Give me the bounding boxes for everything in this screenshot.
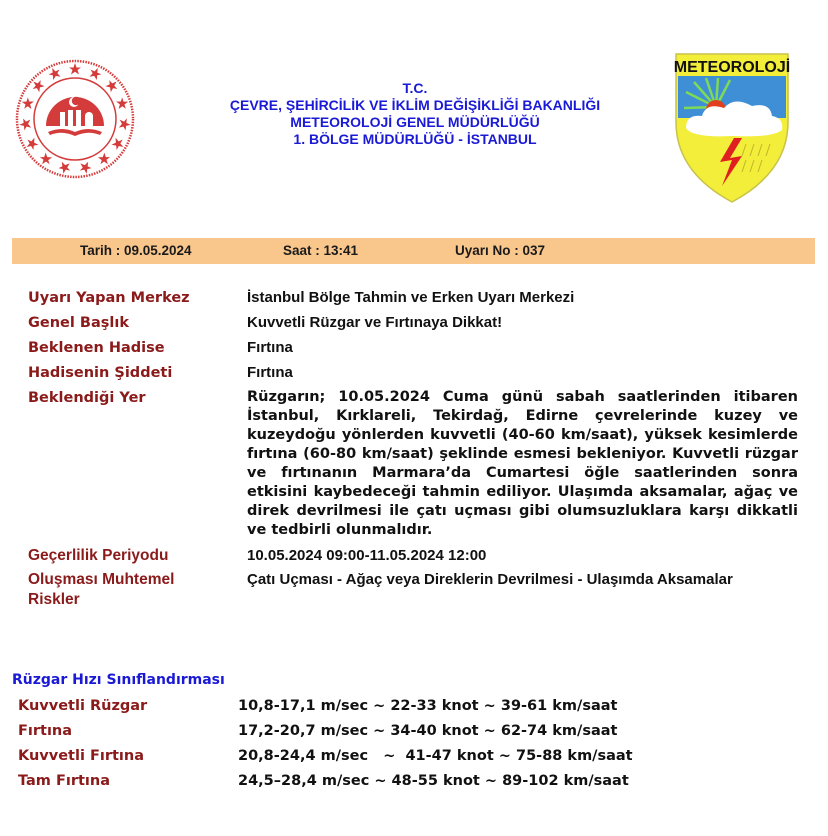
wind-class-name: Fırtına xyxy=(18,723,73,739)
detail-value: Çatı Uçması - Ağaç veya Direklerin Devrilmesi - Ulaşımda Aksamalar xyxy=(247,571,733,588)
wind-row xyxy=(18,721,818,746)
header-region: 1. BÖLGE MÜDÜRLÜĞÜ - İSTANBUL xyxy=(293,131,537,147)
detail-label: Genel Başlık xyxy=(28,315,129,331)
detail-row-risks xyxy=(28,570,798,608)
wind-classification-table xyxy=(18,696,818,796)
wind-classification-title: Rüzgar Hızı Sınıflandırması xyxy=(12,672,225,688)
wind-class-value: 17,2-20,7 m/sec ~ 34-40 knot ~ 62-74 km/saat xyxy=(238,723,618,739)
detail-value: 10.05.2024 09:00-11.05.2024 12:00 xyxy=(247,547,487,564)
detail-label: Hadisenin Şiddeti xyxy=(28,365,173,381)
svg-text:METEOROLOJİ: METEOROLOJİ xyxy=(673,59,791,76)
detail-value: Kuvvetli Rüzgar ve Fırtınaya Dikkat! xyxy=(247,314,503,331)
document-header xyxy=(180,80,650,148)
detail-value: İstanbul Bölge Tahmin ve Erken Uyarı Merkezi xyxy=(247,289,575,306)
detail-row-location xyxy=(28,388,798,546)
wind-class-name: Tam Fırtına xyxy=(18,773,110,789)
detail-row-validity xyxy=(28,546,798,570)
wind-class-name: Kuvvetli Rüzgar xyxy=(18,698,148,714)
detail-value: Fırtına xyxy=(247,364,293,381)
wind-row xyxy=(18,771,818,796)
header-ministry: ÇEVRE, ŞEHİRCİLİK VE İKLİM DEĞİŞİKLİĞİ BAKANLIĞI xyxy=(229,97,601,113)
wind-class-value: 10,8-17,1 m/sec ~ 22-33 knot ~ 39-61 km/saat xyxy=(238,698,618,714)
warning-date: Tarih : 09.05.2024 xyxy=(80,243,192,258)
header-directorate: METEOROLOJİ GENEL MÜDÜRLÜĞÜ xyxy=(290,114,540,130)
wind-row xyxy=(18,696,818,721)
detail-row-center xyxy=(28,288,798,313)
detail-label: Oluşması Muhtemel Riskler xyxy=(28,571,175,608)
header-tc: T.C. xyxy=(402,80,428,96)
detail-row-expected-event xyxy=(28,338,798,363)
wind-class-value: 24,5–28,4 m/sec ~ 48-55 knot ~ 89-102 km/saat xyxy=(238,773,629,789)
wind-class-value: 20,8-24,4 m/sec ~ 41-47 knot ~ 75-88 km/saat xyxy=(238,748,633,764)
detail-label: Beklendiği Yer xyxy=(28,390,146,406)
detail-label: Geçerlilik Periyodu xyxy=(28,547,169,564)
ministry-emblem-icon xyxy=(14,58,136,180)
warning-info-bar xyxy=(12,238,815,264)
wind-class-name: Kuvvetli Fırtına xyxy=(18,748,144,764)
wind-row xyxy=(18,746,818,771)
detail-value: Fırtına xyxy=(247,339,293,356)
detail-label: Uyarı Yapan Merkez xyxy=(28,290,190,306)
detail-row-severity xyxy=(28,363,798,388)
warning-number: Uyarı No : 037 xyxy=(455,243,546,258)
warning-details xyxy=(28,288,798,608)
warning-time: Saat : 13:41 xyxy=(283,243,359,258)
detail-row-title xyxy=(28,313,798,338)
meteorology-shield-icon xyxy=(672,52,792,204)
detail-value: Rüzgarın; 10.05.2024 Cuma günü sabah saatlerinden itibaren İstanbul, Kırklareli, Tekirdağ, Edirne çevrelerinde kuzey ve kuzeydoğu yönlerden kuvvetli (40-60 km/saat), yüksek kesimlerde fırtına (60-80 km/saat) şeklinde esmesi bekleniyor. Kuvvetli rüzgar ve fırtınanın Marmara’da Cumartesi öğle saatlerinden sonra etkisini kaybedeceği tahmin ediliyor. Ulaşımda aksamalar, ağaç ve direk devrilmesi ile çatı uçması gibi olumsuzluklara karşı dikkatli ve tedbirli olunmalıdır. xyxy=(247,389,798,538)
detail-label: Beklenen Hadise xyxy=(28,340,165,356)
